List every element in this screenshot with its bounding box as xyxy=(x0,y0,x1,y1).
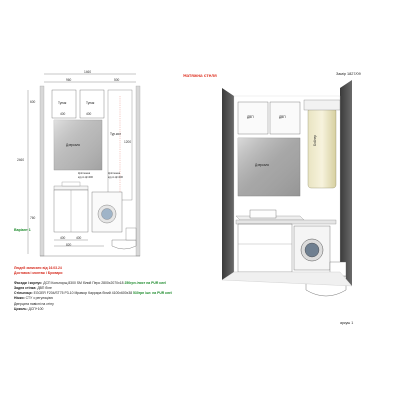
dim-top-total: 1460 xyxy=(84,70,92,74)
note-plinth: Цоколь: ДСП+100 xyxy=(14,307,44,312)
note-back-panel: Задня стінка: ДВП біле xyxy=(14,285,52,290)
note-delivery: Доставка і монтаж і Бровари xyxy=(14,271,63,276)
sheet-number: аркуш 1 xyxy=(340,321,354,325)
note-legs: Ніжки: СТУ з регуляцією xyxy=(14,296,54,301)
dim-top-left: 960 xyxy=(66,78,72,82)
label-pipe-note-1: Кріплення xyxy=(78,172,91,175)
order-notes xyxy=(14,266,334,312)
dim-height-lower: 760 xyxy=(30,216,36,220)
dim-right-height: 1200 xyxy=(124,140,132,144)
label-pipe-note-3: Кріплення xyxy=(108,172,121,175)
dim-height-upper: 600 xyxy=(30,100,36,104)
label-3d-upper-right: ДВП xyxy=(279,115,286,119)
label-3d-boiler: Бойлер xyxy=(313,134,317,146)
label-pipe: Тур.кол xyxy=(110,132,121,136)
label-pipe-note-2: кругл.ф=400 xyxy=(78,176,93,179)
note-facades: Фасади і корпус: ДСП Кольнорщ 8300 SM білий Перо 2800х2070х18 250грн /лист на PUR клеї xyxy=(14,280,166,285)
note-doors: Дверцята навісні на стіну xyxy=(14,301,54,306)
page-title: Натяжна стеля xyxy=(183,73,217,78)
label-3d-upper-left: ДВП xyxy=(247,115,254,119)
dim-bottom-total: 820 xyxy=(66,243,72,247)
label-upper-right: Тупак xyxy=(86,101,95,105)
label-3d-mirror: Дзеркало xyxy=(255,163,270,167)
label-upper-left: Тупак xyxy=(58,101,67,105)
dim-bottom-left: 400 xyxy=(60,236,66,240)
note-record-date: Людей записати від 16.03.24 xyxy=(14,266,62,270)
dim-cab-width-2: 400 xyxy=(86,112,92,116)
label-mirror: Дзеркало xyxy=(66,143,81,147)
dim-cab-width: 400 xyxy=(60,112,66,116)
label-pipe-note-4: кругл.ф=400 xyxy=(108,176,123,179)
dim-bottom-right: 400 xyxy=(76,236,82,240)
dim-height-total: 2460 xyxy=(17,158,25,162)
order-number: Замір 1827/09 xyxy=(336,72,361,76)
dim-top-right: 500 xyxy=(114,78,120,82)
variant-label: Варіант 1 xyxy=(14,228,31,232)
note-countertop: Стільниця: EGGER F204/ST75 P3-10 Мрамор Каррара білий 4100х600х38 530грн /шт. на PUR клеї xyxy=(14,291,172,296)
